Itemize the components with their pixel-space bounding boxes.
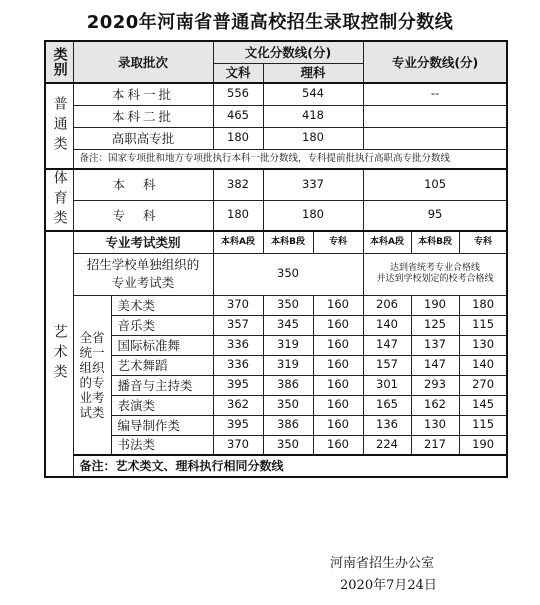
arts-row-b: 319 [263,335,313,355]
general-note: 备注：国家专项批和地方专项批执行本科一批分数线，专科提前批执行高职高专批分数线 [73,149,507,169]
arts-row-ma: 224 [363,435,411,455]
arts-col-mc: 专科 [459,231,507,253]
arts-category [45,231,73,477]
arts-row-a: 336 [213,355,263,375]
arts-row-name: 编导制作类 [111,415,213,435]
arts-row-c: 160 [313,375,363,395]
general-wenke-3: 180 [213,127,263,149]
general-wenke-1: 556 [213,83,263,105]
arts-row-c: 160 [313,335,363,355]
arts-col-c: 专科 [313,231,363,253]
arts-row-c: 160 [313,295,363,315]
sports-category-text: 体育类 [51,170,68,230]
arts-row-name: 美术类 [111,295,213,315]
arts-row-mc: 115 [459,415,507,435]
arts-row-b: 350 [263,435,313,455]
arts-row-mc: 130 [459,335,507,355]
sports-major-1: 105 [363,169,507,200]
arts-row-mb: 147 [411,355,459,375]
sports-wenke-1: 382 [213,169,263,200]
header-category [45,41,73,83]
arts-row-mb: 190 [411,295,459,315]
page-title: 2020年河南省普通高校招生录取控制分数线 [86,12,454,33]
general-like-1: 544 [263,83,363,105]
arts-row-c: 160 [313,415,363,435]
arts-col-ma: 本科A段 [363,231,411,253]
arts-school-exam-label: 招生学校单独组织的专业考试类 [73,253,213,295]
arts-row-name: 播音与主持类 [111,375,213,395]
arts-row-ma: 147 [363,335,411,355]
arts-row-ma: 165 [363,395,411,415]
arts-school-exam-major [363,253,507,295]
arts-school-exam-major-line2: 并达到学校划定的校考合格线 [376,274,494,284]
arts-row-c: 160 [313,435,363,455]
arts-row-mc: 270 [459,375,507,395]
arts-row-mc: 145 [459,395,507,415]
sports-like-2: 180 [263,200,363,231]
arts-school-exam-score: 350 [213,253,363,295]
arts-category-text: 艺术类 [51,324,68,384]
arts-row-mb: 130 [411,415,459,435]
arts-row-b: 345 [263,315,313,335]
general-category-text: 普通类 [51,96,68,156]
sports-category [45,169,73,231]
arts-row-b: 350 [263,395,313,415]
arts-row-mc: 180 [459,295,507,315]
general-batch-1: 本科一批 [73,83,213,105]
sports-batch-2: 专科 [73,200,213,231]
arts-row-name: 国际标准舞 [111,335,213,355]
general-like-2: 418 [263,105,363,127]
arts-row-ma: 136 [363,415,411,435]
sports-batch-1: 本科 [73,169,213,200]
general-batch-2: 本科二批 [73,105,213,127]
header-culture-score: 文化分数线(分) [213,41,363,63]
arts-col-b: 本科B段 [263,231,313,253]
arts-subheader: 专业考试类别 [73,231,213,253]
arts-row-ma: 140 [363,315,411,335]
score-table-wrapper [44,40,506,478]
arts-row-a: 370 [213,435,263,455]
arts-row-ma: 206 [363,295,411,315]
sports-like-1: 337 [263,169,363,200]
arts-unified-label-cell [73,295,111,455]
arts-row-mb: 217 [411,435,459,455]
arts-row-ma: 301 [363,375,411,395]
general-major-1: -- [363,83,507,105]
sports-major-2: 95 [363,200,507,231]
arts-school-exam-major-line1: 达到省统考专业合格线 [390,262,481,273]
arts-row-a: 336 [213,335,263,355]
arts-row-mc: 140 [459,355,507,375]
arts-row-name: 书法类 [111,435,213,455]
score-table [44,40,508,478]
arts-row-ma: 157 [363,355,411,375]
arts-row-a: 362 [213,395,263,415]
arts-row-a: 357 [213,315,263,335]
arts-row-b: 386 [263,375,313,395]
arts-row-b: 350 [263,295,313,315]
arts-row-c: 160 [313,395,363,415]
arts-row-a: 395 [213,415,263,435]
header-like: 理科 [263,63,363,83]
arts-col-a: 本科A段 [213,231,263,253]
arts-row-mb: 125 [411,315,459,335]
issue-date: 2020年7月24日 [340,578,437,593]
arts-row-mb: 137 [411,335,459,355]
general-category [45,83,73,169]
arts-row-b: 319 [263,355,313,375]
general-wenke-2: 465 [213,105,263,127]
signer: 河南省招生办公室 [330,556,435,571]
arts-row-name: 表演类 [111,395,213,415]
arts-row-c: 160 [313,355,363,375]
arts-unified-label: 全省统一组织的专业考试类 [79,329,105,420]
arts-row-mc: 190 [459,435,507,455]
arts-row-c: 160 [313,315,363,335]
header-batch: 录取批次 [73,41,213,83]
arts-row-a: 395 [213,375,263,395]
arts-row-mb: 293 [411,375,459,395]
arts-row-b: 386 [263,415,313,435]
general-like-3: 180 [263,127,363,149]
arts-row-name: 艺术舞蹈 [111,355,213,375]
arts-row-a: 370 [213,295,263,315]
header-major-score: 专业分数线(分) [363,41,507,83]
sports-wenke-2: 180 [213,200,263,231]
arts-row-mc: 115 [459,315,507,335]
arts-row-name: 音乐类 [111,315,213,335]
header-wenke: 文科 [213,63,263,83]
arts-row-mb: 162 [411,395,459,415]
general-major-2 [363,105,507,127]
arts-col-mb: 本科B段 [411,231,459,253]
header-category-text: 类别 [51,47,68,77]
arts-note: 备注：艺术类文、理科执行相同分数线 [73,455,507,477]
general-batch-3: 高职高专批 [73,127,213,149]
general-major-3 [363,127,507,149]
